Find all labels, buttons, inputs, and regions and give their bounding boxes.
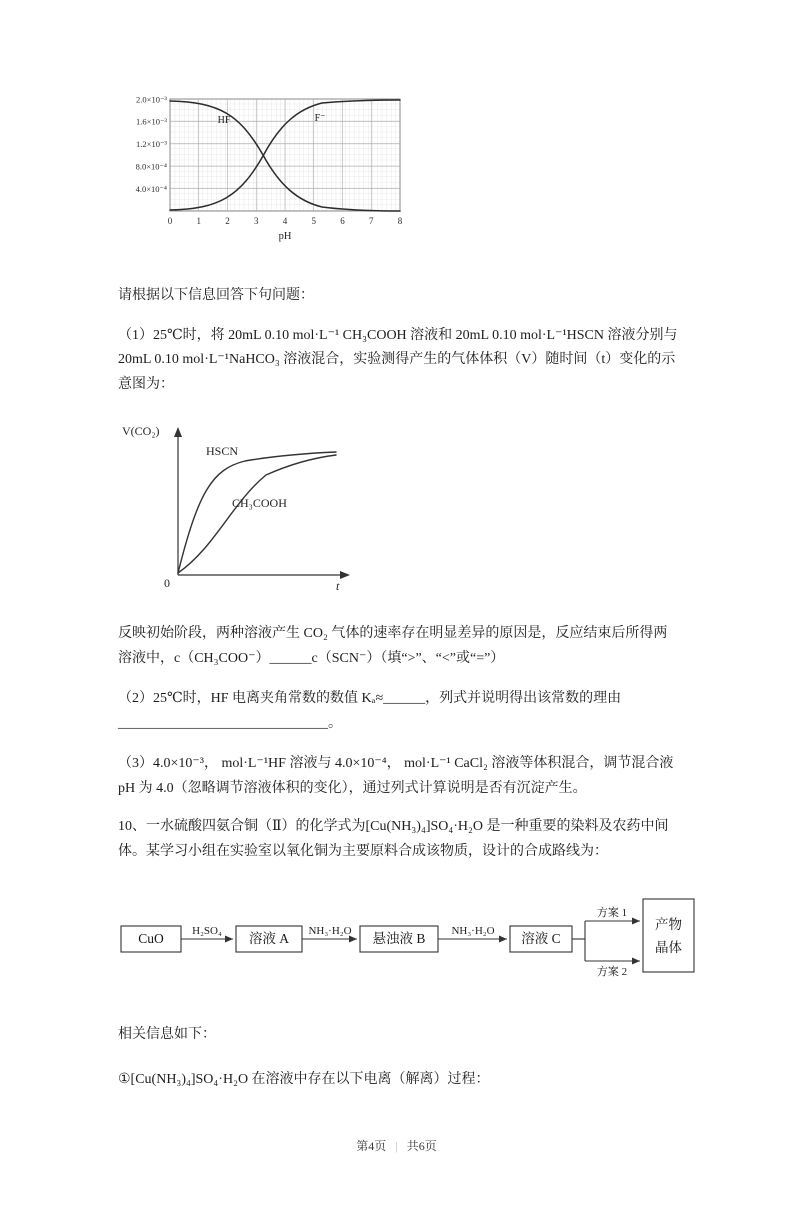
x-tick-label: 4: [282, 216, 288, 226]
question-2-text: （2）25℃时，HF 电离夹角常数的数值 Kₐ≈______，列式并说明得出该常数的理由: [118, 691, 622, 706]
flow-box-cuo-label: CuO: [138, 931, 164, 946]
flow-box-suspension-b-label: 悬浊液 B: [372, 931, 426, 946]
synthesis-flow-svg: [120, 890, 696, 980]
x-axis-arrow: [340, 571, 350, 579]
hscn-curve: [178, 452, 336, 573]
x-tick-label: 7: [369, 216, 374, 226]
y-tick-label: 8.0×10⁻⁴: [135, 161, 167, 172]
footer-page-number: 第4页: [356, 1139, 387, 1153]
x-axis-label: t: [336, 579, 340, 593]
fluoride-series-label: F⁻: [314, 113, 326, 124]
hf-ph-chart-svg: [120, 93, 408, 251]
hscn-series-label: HSCN: [206, 444, 239, 458]
x-tick-label: 2: [225, 216, 230, 226]
x-tick-label: 3: [254, 216, 259, 226]
y-tick-label: 4.0×10⁻⁴: [135, 184, 167, 194]
flow-plan-2-label: 方案 2: [596, 966, 628, 978]
intro-text: 请根据以下信息回答下句问题：: [118, 288, 314, 303]
x-tick-label: 0: [167, 216, 173, 226]
flow-arrow-2-label: NH₃·H₂O: [308, 925, 352, 937]
question-3-text: （3）4.0×10⁻³， mol·L⁻¹HF 溶液与 4.0×10⁻⁴， mol·L⁻¹ CaCl₂ 溶液等体积混合，调节混合液 pH 为 4.0（忽略调节溶液体积的变化），通过列式计算说明是否有沉淀产生。: [118, 756, 674, 796]
x-axis-label: pH: [278, 231, 292, 242]
page-content: [0, 93, 793, 1092]
co2-volume-chart-svg: [120, 415, 355, 593]
flow-plan-1-label: 方案 1: [596, 907, 628, 919]
y-axis-arrow: [174, 427, 182, 437]
question-10-text: 10、一水硫酸四氨合铜（Ⅱ）的化学式为[Cu(NH₃)₄]SO₄·H₂O 是一种重要的染料及农药中间体。某学习小组在实验室以氧化铜为主要原料合成该物质，设计的合成路线为：: [118, 819, 669, 859]
flow-arrow-1-label: H₂SO₄: [192, 925, 222, 937]
flow-box-solution-c-label: 溶液 C: [521, 931, 561, 946]
y-axis-label: V(CO₂): [122, 424, 160, 438]
ch3cooh-curve: [178, 455, 336, 573]
x-tick-label: 6: [340, 216, 345, 226]
flow-arrow-3-label: NH₃·H₂O: [451, 925, 495, 937]
y-tick-label: 2.0×10⁻³: [136, 94, 167, 105]
x-tick-label: 8: [397, 216, 403, 226]
hf-series-label: HF: [217, 115, 231, 126]
x-tick-label: 1: [196, 216, 201, 226]
footer-total-pages: 共6页: [406, 1139, 437, 1153]
flow-box-product-line1: 产物: [655, 917, 682, 932]
ch3cooh-series-label: CH₃COOH: [232, 496, 287, 510]
flow-box-product: [643, 899, 694, 972]
origin-label: 0: [164, 576, 170, 590]
question-1-analysis-text: 反映初始阶段，两种溶液产生 CO₂ 气体的速率存在明显差异的原因是，反应结束后所得两溶液中，c（CH₃COO⁻）______c（SCN⁻）（填“>”、“<”或“=”）: [118, 626, 668, 666]
page-footer: [0, 1137, 793, 1154]
synthesis-flow-diagram: [120, 890, 682, 985]
y-tick-label: 1.2×10⁻³: [136, 139, 167, 149]
exam-document-page: [0, 93, 793, 1153]
co2-volume-chart: [120, 415, 678, 598]
question-2-blank-line: ______________________________。: [118, 715, 342, 731]
x-tick-label: 5: [311, 216, 316, 226]
info-item-1: ①[Cu(NH₃)₄]SO₄·H₂O 在溶液中存在以下电离（解离）过程：: [118, 1071, 490, 1087]
footer-separator: |: [395, 1139, 398, 1153]
hf-ph-chart: [120, 93, 678, 256]
question-1-text: （1）25℃时，将 20mL 0.10 mol·L⁻¹ CH₃COOH 溶液和 20mL 0.10 mol·L⁻¹HSCN 溶液分别与 20mL 0.10 mol·L⁻¹NaHCO₃ 溶液混合，实验测得产生的气体体积（V）随时间（t）变化的示意图为：: [118, 327, 678, 392]
flow-box-product-line2: 晶体: [655, 940, 682, 955]
related-info-heading: 相关信息如下：: [118, 1027, 216, 1042]
flow-box-solution-a-label: 溶液 A: [248, 931, 290, 946]
y-tick-label: 1.6×10⁻³: [136, 116, 167, 127]
